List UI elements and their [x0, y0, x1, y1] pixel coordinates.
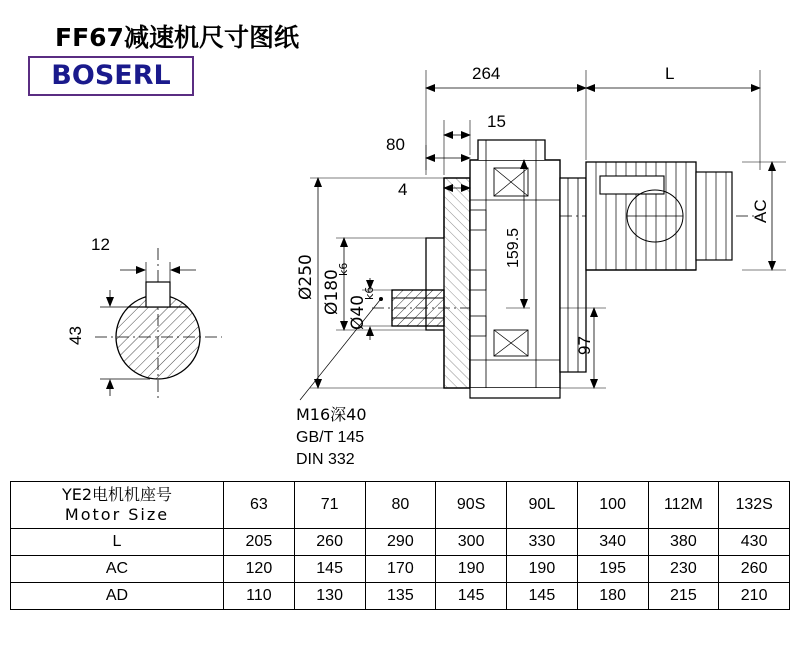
svg-text:43: 43: [66, 326, 85, 345]
table-cell: 190: [436, 556, 507, 583]
table-header-row: [11, 482, 790, 529]
table-cell: 210: [719, 583, 790, 610]
note-thread: M16深40: [296, 405, 367, 424]
svg-text:Ø250: Ø250: [296, 254, 316, 300]
svg-text:Ø40: Ø40: [348, 294, 368, 330]
svg-text:159.5: 159.5: [505, 227, 522, 268]
svg-text:264: 264: [472, 64, 501, 83]
table-cell: 90S: [436, 482, 507, 529]
motor-size-table: [10, 481, 790, 610]
table-cell: 145: [507, 583, 578, 610]
table-cell: 290: [365, 529, 436, 556]
table-row-label-l: L: [11, 529, 224, 556]
table-cell: 340: [577, 529, 648, 556]
svg-text:L: L: [665, 64, 675, 83]
table-cell: 120: [224, 556, 295, 583]
brand-logo-text: BOSERL: [51, 59, 171, 91]
table-row-label-ac: AC: [11, 556, 224, 583]
table-cell: 100: [577, 482, 648, 529]
motor-size-label-cn: YE2电机机座号: [61, 485, 173, 504]
table-cell: 215: [648, 583, 719, 610]
table-cell: 71: [294, 482, 365, 529]
table-cell: 205: [224, 529, 295, 556]
table-cell: 260: [719, 556, 790, 583]
table-cell: 300: [436, 529, 507, 556]
svg-text:97: 97: [575, 336, 594, 355]
table-cell: 380: [648, 529, 719, 556]
table-row: [11, 556, 790, 583]
table-cell: 80: [365, 482, 436, 529]
table-cell: 130: [294, 583, 365, 610]
svg-text:k6: k6: [363, 286, 376, 300]
table-cell: 132S: [719, 482, 790, 529]
table-cell: 430: [719, 529, 790, 556]
table-row-label-motor-size: [11, 482, 224, 529]
svg-text:15: 15: [487, 112, 506, 131]
svg-text:Ø180: Ø180: [322, 269, 342, 315]
page-title: FF67减速机尺寸图纸: [55, 23, 299, 52]
table-cell: 63: [224, 482, 295, 529]
table-row: [11, 529, 790, 556]
table-cell: 145: [436, 583, 507, 610]
table-cell: 135: [365, 583, 436, 610]
table-cell: 170: [365, 556, 436, 583]
table-cell: 110: [224, 583, 295, 610]
table-cell: 330: [507, 529, 578, 556]
motor-size-label-en: Motor Size: [64, 505, 170, 524]
svg-text:4: 4: [398, 180, 408, 199]
svg-text:12: 12: [91, 235, 110, 254]
table-cell: 260: [294, 529, 365, 556]
table-cell: 90L: [507, 482, 578, 529]
note-standard-din: DIN 332: [296, 451, 355, 468]
table-cell: 180: [577, 583, 648, 610]
shaft-section-view: [66, 235, 222, 400]
table-cell: 112M: [648, 482, 719, 529]
svg-text:80: 80: [386, 135, 405, 154]
table-cell: 230: [648, 556, 719, 583]
svg-text:k6: k6: [337, 262, 350, 276]
table-cell: 190: [507, 556, 578, 583]
table-cell: 145: [294, 556, 365, 583]
table-cell: 195: [577, 556, 648, 583]
gearbox-main-view: [372, 140, 760, 398]
svg-text:AC: AC: [751, 199, 770, 223]
table-row: [11, 583, 790, 610]
table-row-label-ad: AD: [11, 583, 224, 610]
note-standard-gb: GB/T 145: [296, 429, 365, 446]
